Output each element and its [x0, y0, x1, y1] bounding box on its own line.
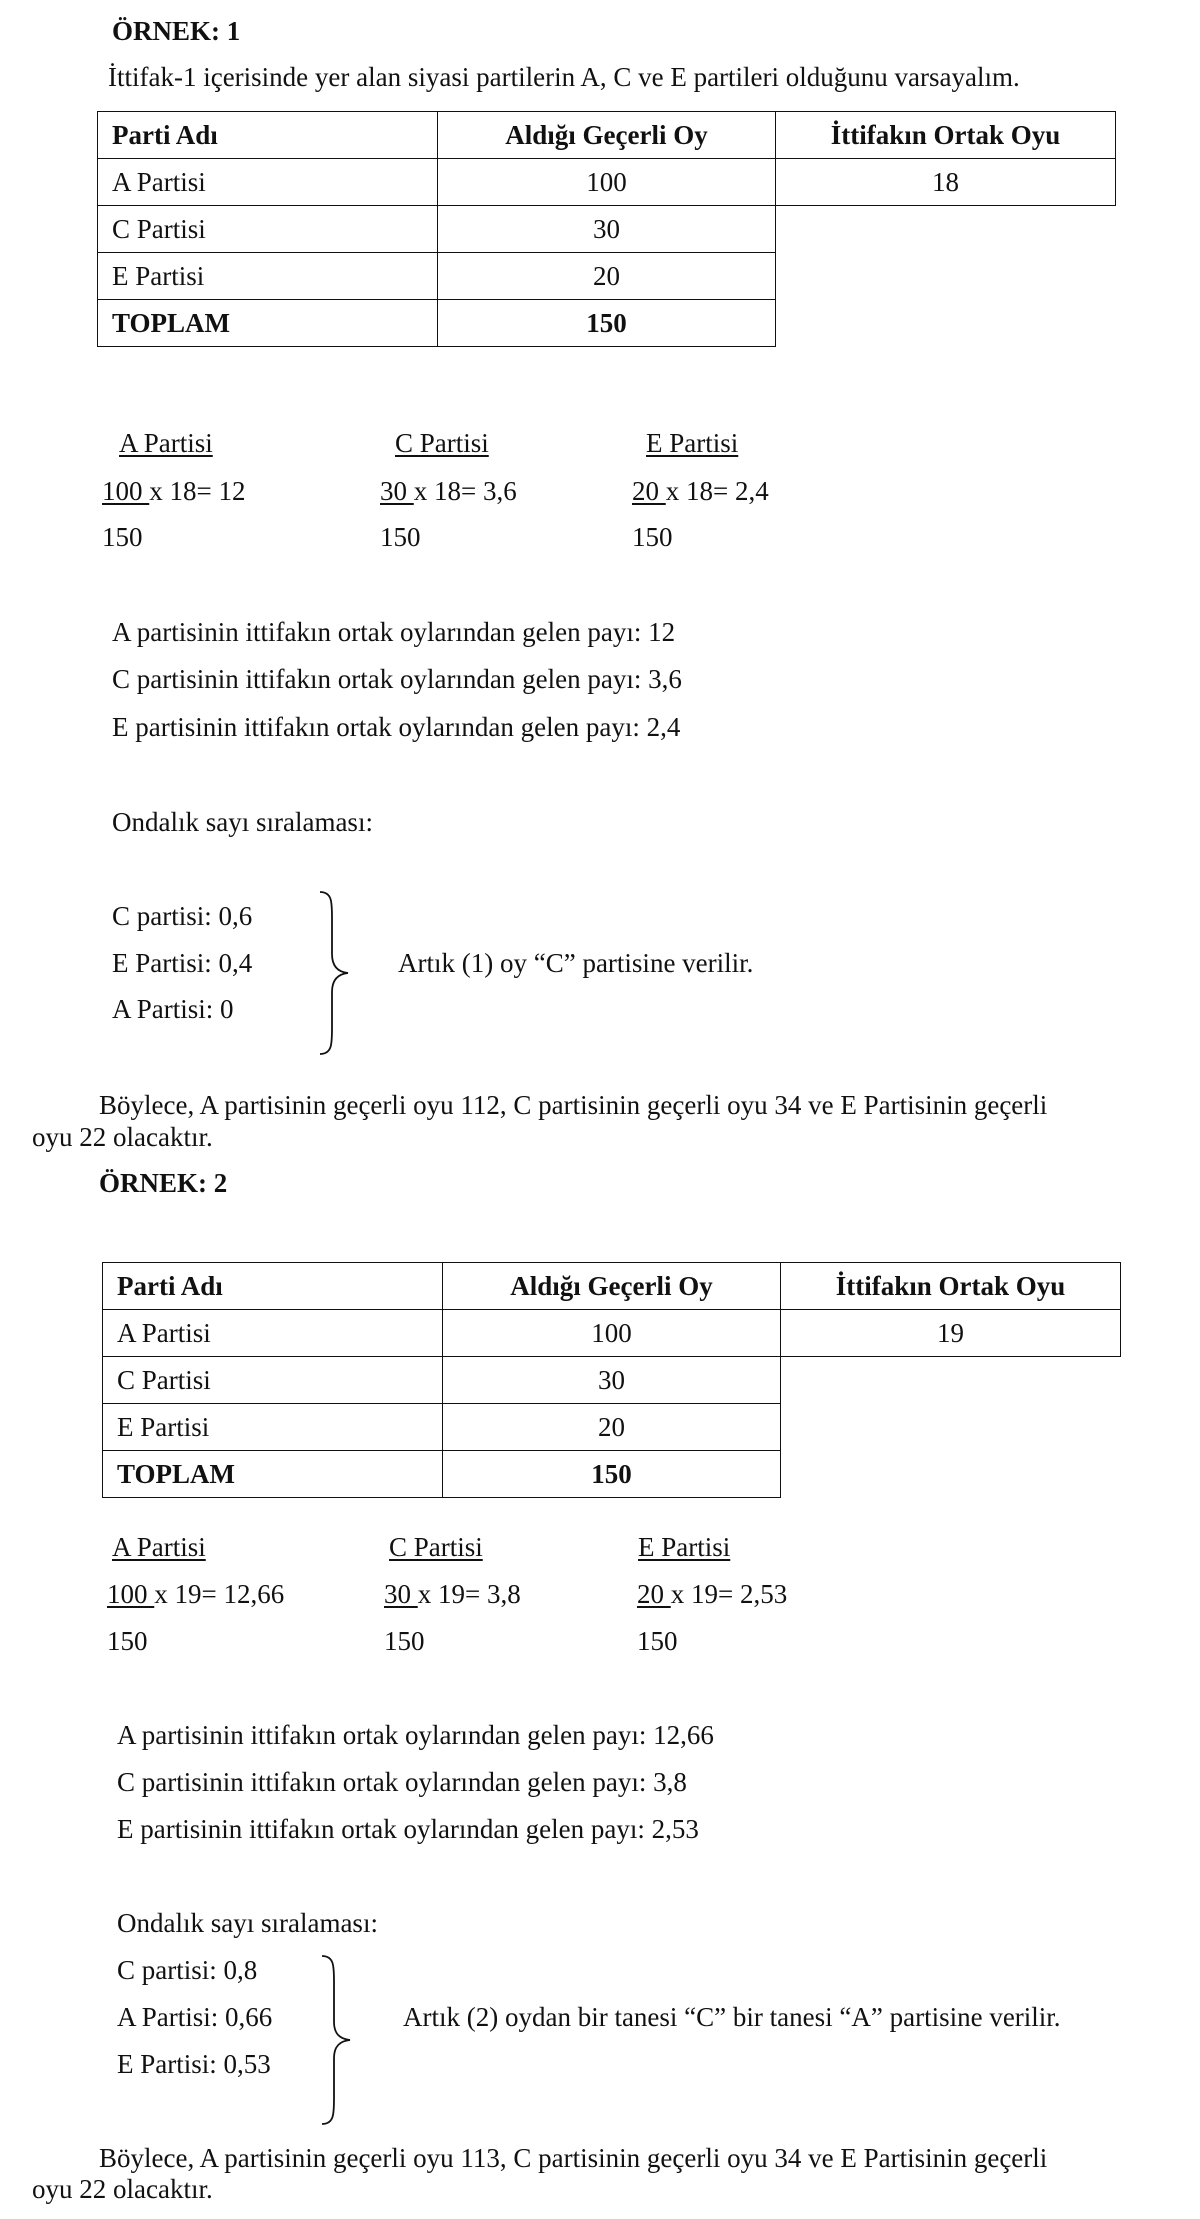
calc-numerator: 30	[384, 1579, 418, 1609]
header-alliance-common-votes: İttifakın Ortak Oyu	[781, 1263, 1121, 1310]
calc-expression: x 19= 12,66	[154, 1579, 285, 1609]
table-row	[98, 253, 1116, 300]
calc-party-a-denominator: 150	[102, 522, 143, 552]
calc-party-c-name: C Partisi	[395, 428, 489, 458]
cell-votes: 20	[438, 253, 776, 300]
share-line-a: A partisinin ittifakın ortak oylarından gelen payı: 12,66	[117, 1720, 714, 1750]
cell-party: A Partisi	[103, 1310, 443, 1357]
cell-party: E Partisi	[98, 253, 438, 300]
cell-party: A Partisi	[98, 159, 438, 206]
ranking-item: A Partisi: 0	[112, 994, 234, 1024]
cell-total-votes: 150	[438, 300, 776, 347]
calc-numerator: 20	[637, 1579, 671, 1609]
conclusion-line-1: Böylece, A partisinin geçerli oyu 112, C partisinin geçerli oyu 34 ve E Partisinin geçerli	[99, 1090, 1048, 1120]
calc-party-a-formula	[107, 1581, 284, 1608]
calc-party-e-formula	[637, 1581, 787, 1608]
calc-party-a-name: A Partisi	[112, 1532, 206, 1562]
calc-party-c-denominator: 150	[384, 1626, 425, 1656]
table-row	[103, 1310, 1121, 1357]
cell-empty	[776, 253, 1116, 300]
calc-numerator: 100	[102, 476, 150, 506]
cell-empty	[776, 206, 1116, 253]
share-line-a: A partisinin ittifakın ortak oylarından gelen payı: 12	[112, 617, 676, 647]
share-line-c: C partisinin ittifakın ortak oylarından gelen payı: 3,6	[112, 664, 682, 694]
calc-party-c-denominator: 150	[380, 522, 421, 552]
calc-party-a-formula	[102, 478, 245, 505]
calc-expression: x 18= 3,6	[413, 476, 517, 506]
calc-party-e-name: E Partisi	[646, 428, 739, 458]
calc-party-e-denominator: 150	[637, 1626, 678, 1656]
calc-expression: x 18= 2,4	[665, 476, 769, 506]
table-row	[98, 159, 1116, 206]
ranking-item: A Partisi: 0,66	[117, 2002, 273, 2032]
cell-votes: 100	[438, 159, 776, 206]
example2-votes-table	[102, 1262, 1121, 1498]
cell-party: C Partisi	[98, 206, 438, 253]
cell-total-votes: 150	[443, 1451, 781, 1498]
calc-party-a-name: A Partisi	[119, 428, 213, 458]
table-row	[98, 206, 1116, 253]
conclusion-line-2: oyu 22 olacaktır.	[32, 2174, 213, 2204]
conclusion-line-1: Böylece, A partisinin geçerli oyu 113, C partisinin geçerli oyu 34 ve E Partisinin geçerli	[99, 2143, 1048, 2173]
calc-numerator: 30	[380, 476, 414, 506]
calc-expression: x 19= 3,8	[417, 1579, 521, 1609]
cell-party: E Partisi	[103, 1404, 443, 1451]
cell-votes: 20	[443, 1404, 781, 1451]
calc-party-c-formula	[384, 1581, 521, 1608]
curly-brace-icon	[318, 1952, 358, 2128]
calc-party-e-denominator: 150	[632, 522, 673, 552]
cell-votes: 100	[443, 1310, 781, 1357]
cell-total-label: TOPLAM	[103, 1451, 443, 1498]
calc-numerator: 100	[107, 1579, 155, 1609]
cell-party: C Partisi	[103, 1357, 443, 1404]
header-party-name: Parti Adı	[98, 112, 438, 159]
ranking-item: E Partisi: 0,53	[117, 2049, 271, 2079]
calc-numerator: 20	[632, 476, 666, 506]
example1-votes-table	[97, 111, 1116, 347]
ranking-item: E Partisi: 0,4	[112, 948, 253, 978]
remainder-note: Artık (1) oy “C” partisine verilir.	[398, 948, 754, 978]
cell-common-votes: 19	[781, 1310, 1121, 1357]
remainder-note: Artık (2) oydan bir tanesi “C” bir tanesi “A” partisine verilir.	[403, 2002, 1061, 2032]
ranking-title: Ondalık sayı sıralaması:	[117, 1908, 378, 1938]
table-row	[103, 1357, 1121, 1404]
conclusion-line-2: oyu 22 olacaktır.	[32, 1122, 213, 1152]
curly-brace-icon	[316, 888, 356, 1058]
table-row-total	[98, 300, 1116, 347]
example1-heading: ÖRNEK: 1	[112, 16, 241, 46]
header-valid-votes: Aldığı Geçerli Oy	[443, 1263, 781, 1310]
cell-empty	[776, 300, 1116, 347]
ranking-item: C partisi: 0,8	[117, 1955, 258, 1985]
cell-empty	[781, 1357, 1121, 1404]
cell-votes: 30	[438, 206, 776, 253]
calc-expression: x 18= 12	[149, 476, 246, 506]
share-line-e: E partisinin ittifakın ortak oylarından gelen payı: 2,4	[112, 712, 681, 742]
example2-heading: ÖRNEK: 2	[99, 1168, 228, 1198]
table-header-row	[98, 112, 1116, 159]
header-alliance-common-votes: İttifakın Ortak Oyu	[776, 112, 1116, 159]
ranking-item: C partisi: 0,6	[112, 901, 253, 931]
header-valid-votes: Aldığı Geçerli Oy	[438, 112, 776, 159]
calc-expression: x 19= 2,53	[670, 1579, 788, 1609]
cell-total-label: TOPLAM	[98, 300, 438, 347]
cell-common-votes: 18	[776, 159, 1116, 206]
cell-empty	[781, 1404, 1121, 1451]
table-row-total	[103, 1451, 1121, 1498]
share-line-c: C partisinin ittifakın ortak oylarından gelen payı: 3,8	[117, 1767, 687, 1797]
cell-empty	[781, 1451, 1121, 1498]
table-row	[103, 1404, 1121, 1451]
calc-party-c-name: C Partisi	[389, 1532, 483, 1562]
share-line-e: E partisinin ittifakın ortak oylarından gelen payı: 2,53	[117, 1814, 699, 1844]
header-party-name: Parti Adı	[103, 1263, 443, 1310]
calc-party-e-formula	[632, 478, 769, 505]
calc-party-e-name: E Partisi	[638, 1532, 731, 1562]
calc-party-a-denominator: 150	[107, 1626, 148, 1656]
ranking-title: Ondalık sayı sıralaması:	[112, 807, 373, 837]
table-header-row	[103, 1263, 1121, 1310]
calc-party-c-formula	[380, 478, 517, 505]
cell-votes: 30	[443, 1357, 781, 1404]
example1-intro: İttifak-1 içerisinde yer alan siyasi partilerin A, C ve E partileri olduğunu varsayalım.	[108, 62, 1020, 92]
